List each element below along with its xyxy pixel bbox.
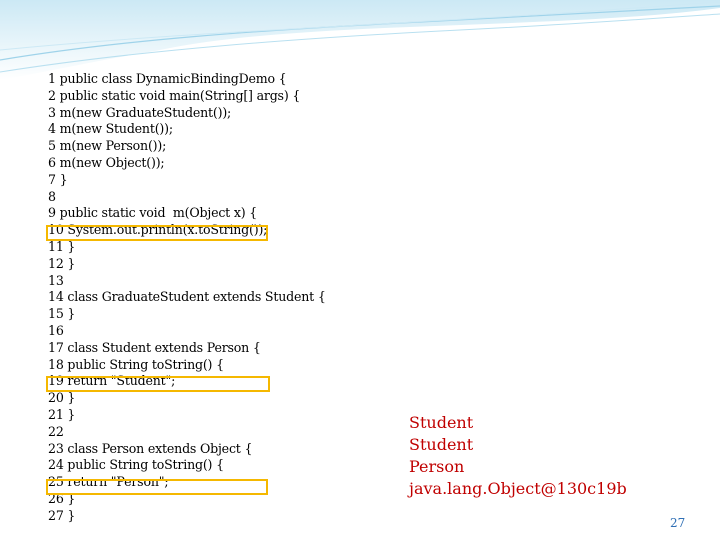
code-line: 20 }	[48, 390, 76, 406]
code-line: 16	[48, 322, 64, 338]
code-line: 10 System.out.println(x.toString());	[48, 222, 268, 238]
output-line: Student	[409, 435, 474, 454]
output-line: Student	[409, 413, 474, 432]
code-line: 13	[48, 272, 64, 288]
code-line: 26 }	[48, 490, 76, 506]
code-line: 12 }	[48, 255, 76, 271]
code-line: 3 m(new GraduateStudent());	[48, 104, 232, 120]
code-line: 19 return "Student";	[48, 373, 176, 389]
output-line: java.lang.Object@130c19b	[409, 479, 627, 498]
code-line: 1 public class DynamicBindingDemo {	[48, 71, 287, 86]
code-line: 21 }	[48, 406, 76, 422]
code-line: 22	[48, 423, 64, 439]
code-listing	[48, 71, 326, 525]
code-line: 27 }	[48, 507, 76, 523]
code-line: 11 }	[48, 238, 76, 254]
program-output	[409, 412, 627, 500]
code-line: 17 class Student extends Person {	[48, 339, 261, 355]
code-line: 2 public static void main(String[] args) {	[48, 87, 301, 103]
code-line: 5 m(new Person());	[48, 138, 167, 154]
code-line: 4 m(new Student());	[48, 121, 173, 137]
highlight-return-student-box	[46, 376, 270, 392]
code-line: 24 public String toString() {	[48, 457, 224, 473]
code-line: 8	[48, 188, 56, 204]
code-line: 23 class Person extends Object {	[48, 440, 253, 456]
code-line: 25 return "Person";	[48, 474, 169, 490]
output-line: Person	[409, 457, 465, 476]
page-number: 27	[670, 516, 686, 530]
code-line: 14 class GraduateStudent extends Student {	[48, 289, 326, 305]
code-line: 18 public String toString() {	[48, 356, 224, 372]
code-line: 6 m(new Object());	[48, 154, 165, 170]
highlight-return-person-box	[46, 479, 268, 495]
code-line: 15 }	[48, 306, 76, 322]
highlight-println-box	[46, 225, 268, 241]
code-line: 9 public static void m(Object x) {	[48, 205, 258, 221]
code-line: 7 }	[48, 171, 68, 187]
